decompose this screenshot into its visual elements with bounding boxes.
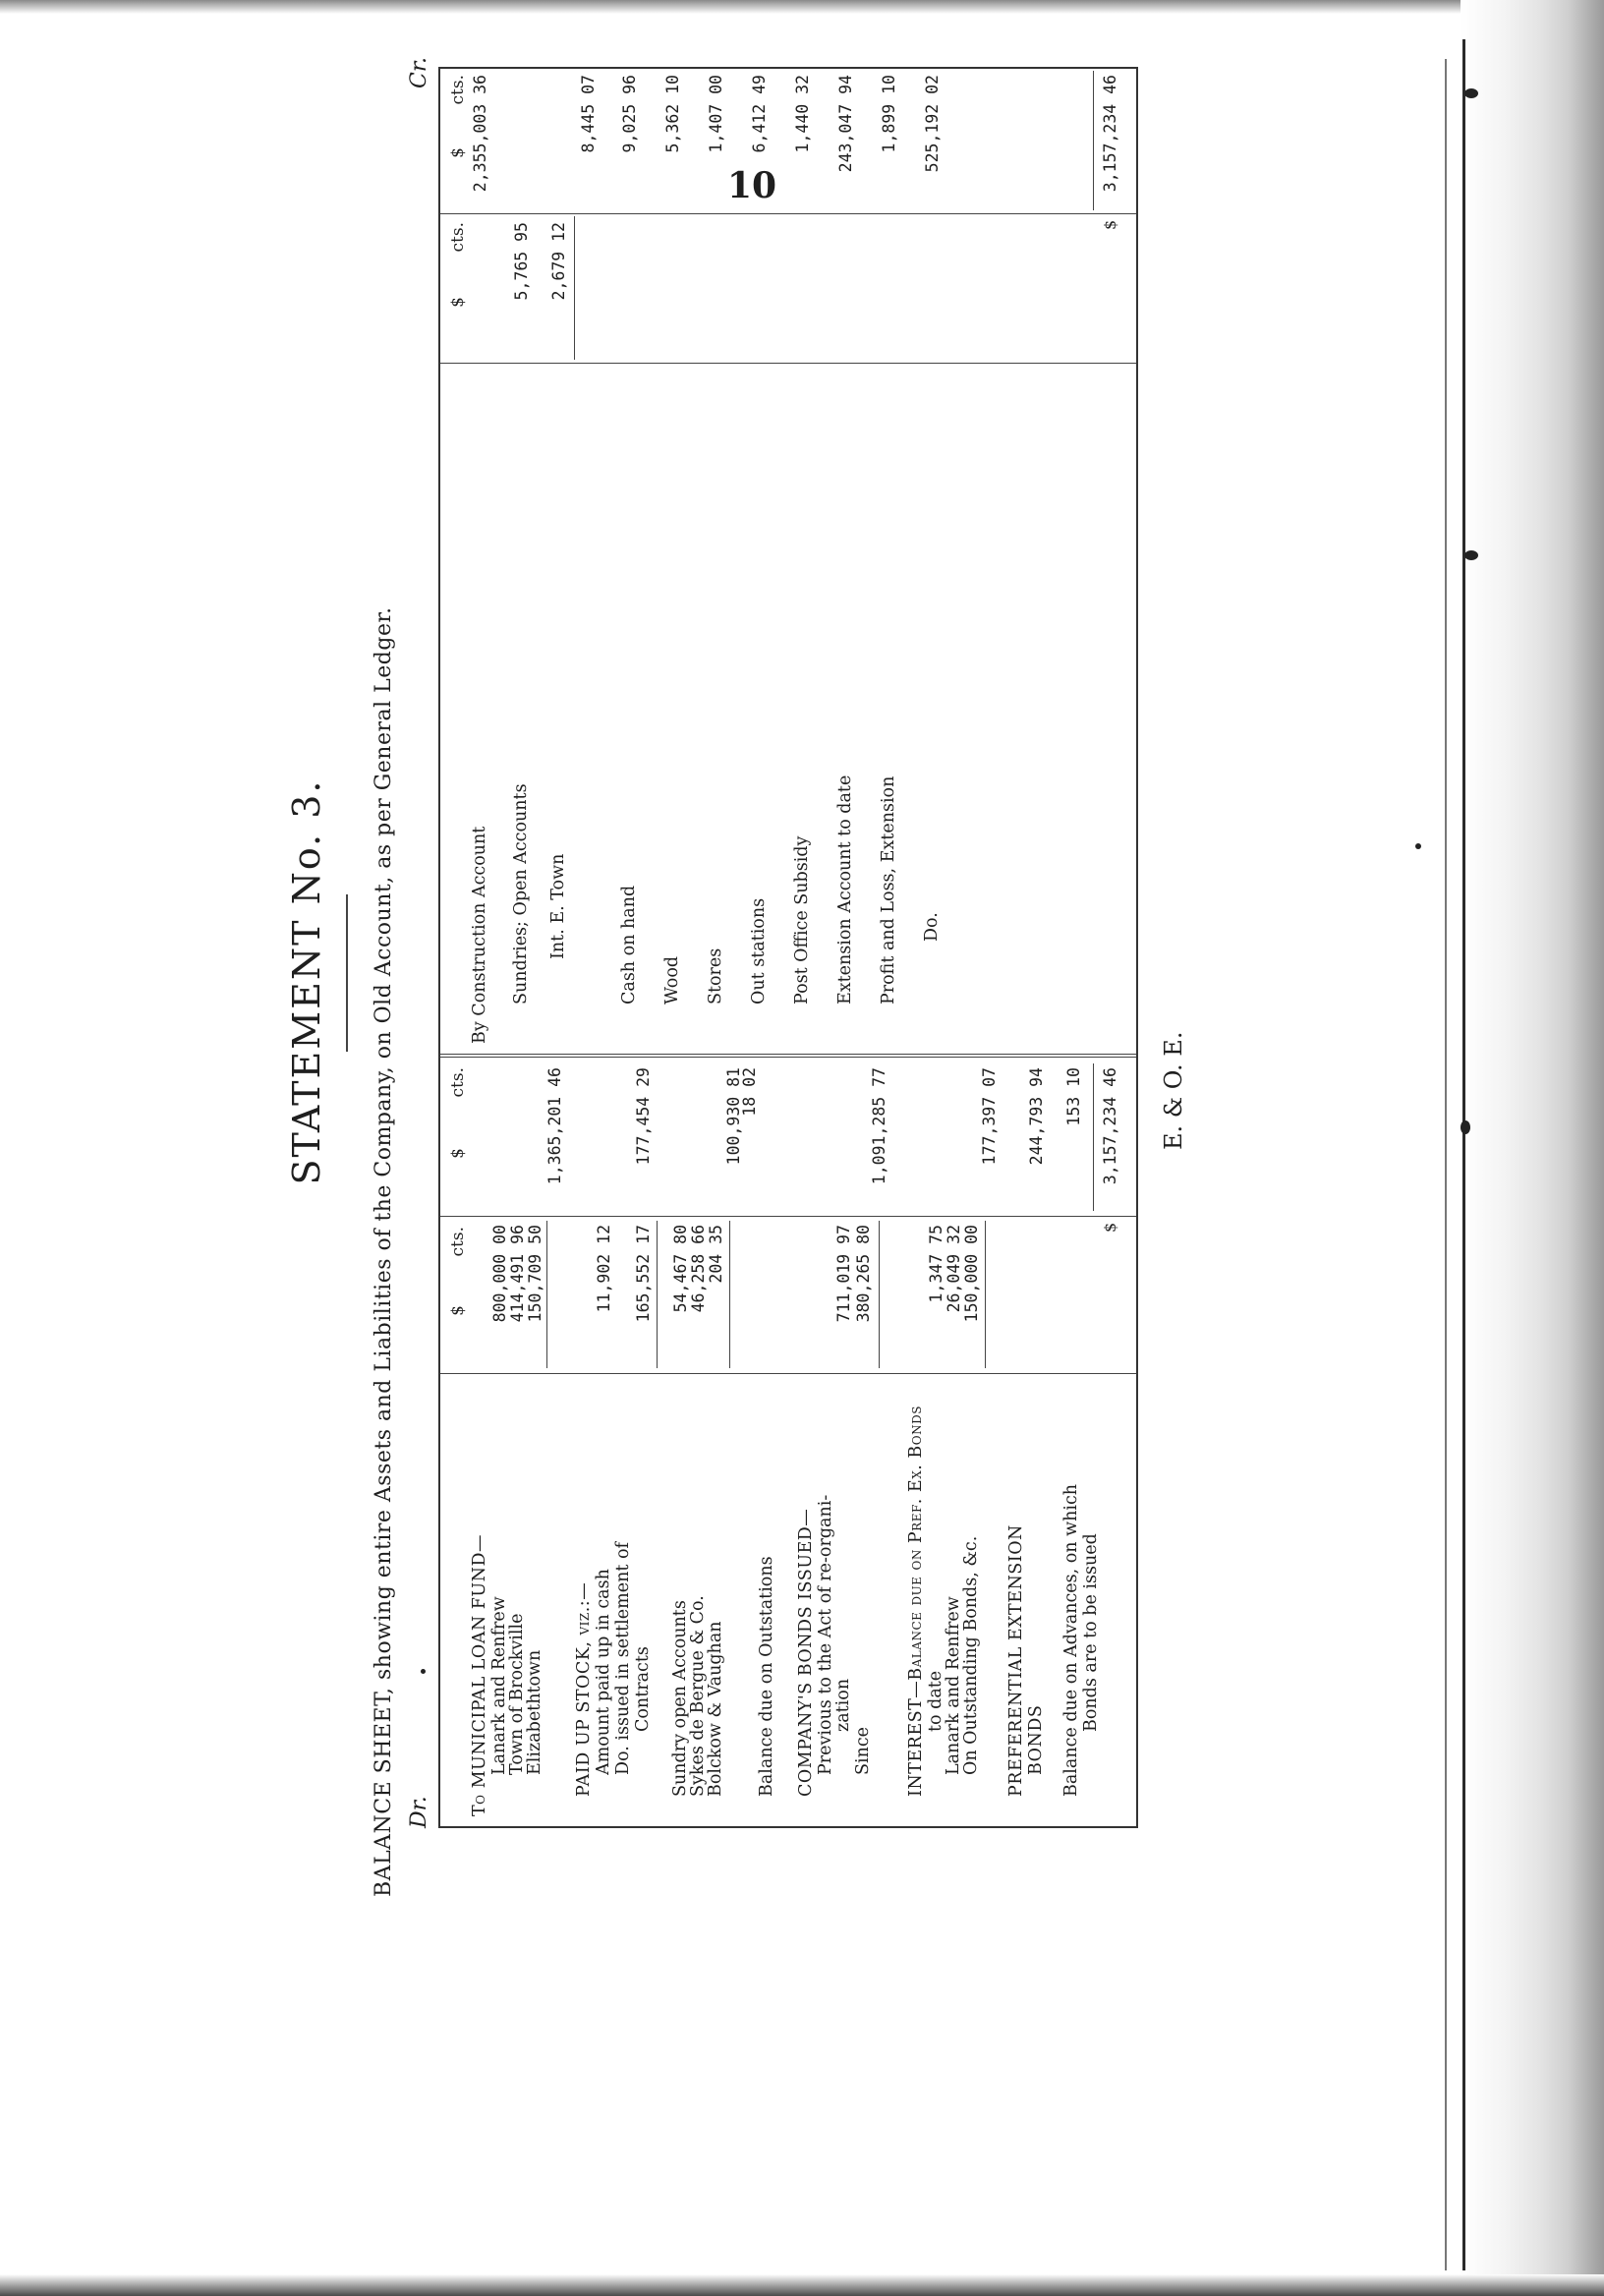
credit-label-text: Extension Account to date [835, 775, 855, 1004]
scan-speck [1464, 88, 1478, 98]
debit-label-text: Do. issued in settlement of [613, 1542, 633, 1775]
debit-label-text: Amount paid up in cash [594, 1569, 613, 1775]
credit-label-text: Int. E. Town [548, 853, 568, 959]
debit-amount: 165,552 17 [634, 1225, 653, 1323]
debit-label-text: zation [833, 1678, 853, 1732]
credit-inner-dollar-head: $ [448, 297, 468, 308]
debit-total-amount: 244,793 94 [1027, 1067, 1046, 1166]
column-rule [440, 1216, 1136, 1217]
debit-label-text: COMPANY'S BONDS ISSUED— [796, 1508, 816, 1797]
debit-total-amount: 153 10 [1064, 1067, 1083, 1126]
debit-label-text: On Outstanding Bonds, &c. [961, 1535, 981, 1775]
debit-total-amount: 1,365,201 46 [545, 1067, 564, 1185]
credit-amount: 5,765 95 [512, 222, 531, 301]
debit-amount: 150,709 50 [526, 1225, 544, 1323]
debit-amount: 204 35 [707, 1225, 725, 1284]
page-number: 10 [727, 165, 777, 206]
column-rule [440, 363, 1136, 364]
scan-binding-shadow [1461, 0, 1604, 2296]
debit-label-text: Lanark and Renfrew [944, 1596, 963, 1775]
credit-label: Cr. [407, 57, 431, 88]
credit-outer-cents-head: cts. [448, 75, 468, 105]
credit-label-text: Do. [922, 912, 942, 942]
subtotal-rule [729, 1221, 730, 1368]
debit-label-text: BONDS [1026, 1704, 1046, 1775]
debit-label-text: PAID UP STOCK, viz.:— [574, 1581, 594, 1797]
scan-speck [1415, 843, 1421, 849]
heading-rule [346, 894, 348, 1052]
credit-total-amount: 1,899 10 [880, 75, 898, 153]
credit-grand-total: 3,157,234 46 [1101, 75, 1119, 193]
debit-label-text: Town of Brockville [507, 1613, 527, 1775]
column-rule [440, 1373, 1136, 1374]
debit-amount: 46,258 66 [689, 1225, 708, 1313]
total-rule [1093, 71, 1094, 210]
debit-inner-dollar-head: $ [448, 1305, 468, 1316]
debit-label-text: Sykes de Bergue & Co. [688, 1595, 708, 1797]
balance-sheet-rotated [285, 47, 1229, 1917]
binding-edge-line [1462, 39, 1465, 2270]
credit-total-amount: 2,355,003 36 [471, 75, 489, 193]
credit-total-amount: 6,412 49 [750, 75, 769, 153]
debit-label-text: to date [926, 1670, 945, 1732]
debit-label-text: Bonds are to be issued [1081, 1533, 1101, 1732]
errors-omissions-note: E. & O. E. [1160, 1031, 1187, 1150]
credit-total-amount: 5,362 10 [663, 75, 682, 153]
debit-label-text: Since [853, 1726, 873, 1775]
debit-label-text: Previous to the Act of re-organi- [816, 1494, 835, 1775]
debit-label-text: Elizabethtown [525, 1649, 544, 1775]
subtotal-rule [546, 1221, 547, 1368]
debit-total-amount: 18 02 [740, 1067, 759, 1117]
credit-label-text: Out stations [749, 897, 769, 1004]
debit-total-amount: 177,454 29 [634, 1067, 653, 1166]
subtotal-rule [657, 1221, 658, 1368]
debit-label-text: Contracts [633, 1646, 653, 1732]
subtotal-rule [985, 1221, 986, 1368]
credit-total-amount: 525,192 02 [923, 75, 942, 173]
debit-amount: 414,491 96 [508, 1225, 527, 1323]
credit-total-amount: 243,047 94 [836, 75, 855, 173]
debit-total-amount: 100,930 81 [724, 1067, 743, 1166]
debit-amount: 1,347 75 [927, 1225, 945, 1303]
debit-amount: 800,000 00 [490, 1225, 509, 1323]
credit-label-text: By Construction Account [470, 826, 489, 1044]
subtotal-rule [879, 1221, 880, 1368]
ledger-table [438, 67, 1138, 1828]
debit-amount: 26,049 32 [945, 1225, 963, 1313]
credit-total-amount: 1,440 32 [793, 75, 812, 153]
credit-label-text: Profit and Loss, Extension [879, 775, 898, 1004]
credit-outer-dollar-head: $ [448, 147, 468, 158]
binding-edge-line [1445, 59, 1447, 2270]
debit-total-amount: 1,091,285 77 [870, 1067, 888, 1185]
debit-outer-dollar-head: $ [448, 1148, 468, 1159]
credit-label-text: Cash on hand [619, 885, 639, 1004]
credit-inner-cents-head: cts. [448, 222, 468, 253]
credit-label-text: Sundries; Open Accounts [511, 783, 531, 1004]
debit-total-amount: 177,397 07 [980, 1067, 999, 1166]
debit-inner-cents-head: cts. [448, 1227, 468, 1257]
scan-top-edge [0, 0, 1604, 14]
scan-bottom-edge [0, 2274, 1604, 2296]
total-rule [1093, 1063, 1094, 1211]
credit-label-text: Post Office Subsidy [792, 835, 812, 1004]
total-dollar-sign: $ [1101, 219, 1119, 230]
credit-total-amount: 8,445 07 [579, 75, 598, 153]
debit-label-text: INTEREST—Balance due on Pref. Ex. Bonds [906, 1406, 926, 1797]
debit-label-text: Sundry open Accounts [670, 1600, 690, 1797]
debit-label-text: Balance due on Advances, on which [1061, 1483, 1081, 1797]
credit-amount: 2,679 12 [549, 222, 568, 301]
debit-amount: 380,265 80 [854, 1225, 873, 1323]
debit-outer-cents-head: cts. [448, 1067, 468, 1098]
credit-total-amount: 9,025 96 [620, 75, 639, 153]
total-dollar-sign: $ [1101, 1222, 1119, 1233]
column-rule [440, 213, 1136, 214]
column-divider-double [440, 1054, 1136, 1058]
debit-amount: 711,019 97 [834, 1225, 853, 1323]
subtotal-rule [574, 216, 575, 360]
statement-subtitle: BALANCE SHEET, showing entire Assets and Liabilities of the Company, on Old Account, as per General Ledger. [372, 606, 396, 1897]
debit-amount: 11,902 12 [595, 1225, 613, 1313]
debit-label-text: Balance due on Outstations [757, 1556, 776, 1797]
debit-label-text: Lanark and Renfrew [489, 1596, 509, 1775]
statement-heading: STATEMENT No. 3. [285, 778, 328, 1185]
debit-label-text: PREFERENTIAL EXTENSION [1006, 1524, 1026, 1797]
debit-label: Dr. [407, 1796, 431, 1828]
credit-label-text: Stores [706, 947, 725, 1004]
debit-label-text: Bolckow & Vaughan [706, 1621, 725, 1797]
debit-amount: 150,000 00 [962, 1225, 981, 1323]
credit-label-text: Wood [662, 955, 682, 1004]
scan-speck [1464, 550, 1478, 560]
scan-speck [1461, 1120, 1470, 1134]
credit-total-amount: 1,407 00 [707, 75, 725, 153]
debit-label-text: To MUNICIPAL LOAN FUND— [470, 1534, 489, 1816]
debit-amount: 54,467 80 [671, 1225, 690, 1313]
debit-grand-total: 3,157,234 46 [1101, 1067, 1119, 1185]
